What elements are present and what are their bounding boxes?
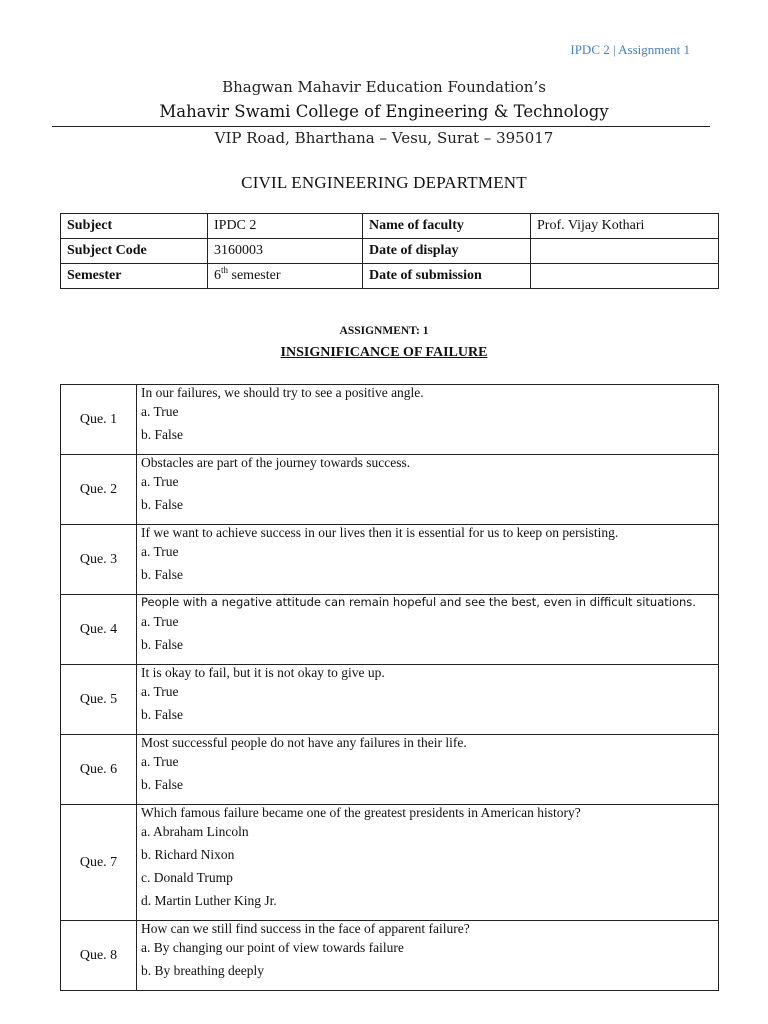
subject-code-value: 3160003	[208, 239, 363, 264]
college-name: Mahavir Swami College of Engineering & Technology	[159, 102, 609, 121]
question-content	[137, 385, 719, 455]
assignment-title: INSIGNIFICANCE OF FAILURE	[280, 345, 488, 360]
questions-table	[60, 384, 719, 991]
question-number: Que. 2	[61, 455, 137, 525]
question-content	[137, 455, 719, 525]
date-of-submission-label: Date of submission	[363, 264, 531, 289]
question-text: It is okay to fail, but it is not okay to give up.	[141, 665, 385, 680]
question-row	[61, 805, 719, 921]
header-divider	[52, 126, 710, 127]
question-content	[137, 805, 719, 921]
answer-option: b. False	[141, 427, 183, 442]
question-row	[61, 665, 719, 735]
question-row	[61, 735, 719, 805]
subject-code-label: Subject Code	[61, 239, 208, 264]
question-content	[137, 735, 719, 805]
question-text: Obstacles are part of the journey towards success.	[141, 455, 411, 470]
semester-suffix: th	[221, 265, 229, 275]
question-number: Que. 3	[61, 525, 137, 595]
question-number: Que. 5	[61, 665, 137, 735]
date-of-submission-value	[531, 264, 719, 289]
answer-option: b. False	[141, 777, 183, 792]
subject-label: Subject	[61, 214, 208, 239]
question-number: Que. 8	[61, 921, 137, 991]
subject-value: IPDC 2	[208, 214, 363, 239]
question-content	[137, 921, 719, 991]
question-text: If we want to achieve success in our lives then it is essential for us to keep on persisting.	[141, 525, 619, 540]
question-row	[61, 595, 719, 665]
question-number: Que. 6	[61, 735, 137, 805]
date-of-display-label: Date of display	[363, 239, 531, 264]
answer-option: a. True	[141, 404, 179, 419]
question-row	[61, 525, 719, 595]
question-content	[137, 665, 719, 735]
semester-number: 6	[214, 268, 221, 283]
assignment-label: ASSIGNMENT: 1	[339, 325, 429, 337]
answer-option: a. By changing our point of view towards failure	[141, 940, 404, 955]
answer-option: c. Donald Trump	[141, 870, 233, 885]
semester-word: semester	[228, 268, 281, 283]
answer-option: a. True	[141, 614, 179, 629]
question-row	[61, 921, 719, 991]
answer-option: a. True	[141, 754, 179, 769]
question-text: How can we still find success in the face of apparent failure?	[141, 921, 470, 936]
question-text: People with a negative attitude can remain hopeful and see the best, even in difficult situations.	[141, 595, 696, 609]
foundation-name: Bhagwan Mahavir Education Foundation’s	[222, 78, 546, 96]
running-head: IPDC 2 | Assignment 1	[570, 42, 690, 57]
question-text: Which famous failure became one of the greatest presidents in American history?	[141, 805, 581, 820]
answer-option: b. False	[141, 637, 183, 652]
answer-option: b. False	[141, 567, 183, 582]
answer-option: d. Martin Luther King Jr.	[141, 893, 277, 908]
date-of-display-value	[531, 239, 719, 264]
answer-option: a. True	[141, 544, 179, 559]
faculty-value: Prof. Vijay Kothari	[531, 214, 719, 239]
semester-label: Semester	[61, 264, 208, 289]
question-number: Que. 4	[61, 595, 137, 665]
question-number: Que. 1	[61, 385, 137, 455]
question-content	[137, 595, 719, 665]
info-row	[61, 214, 719, 239]
question-row	[61, 385, 719, 455]
answer-option: a. True	[141, 474, 179, 489]
answer-option: a. True	[141, 684, 179, 699]
question-text: In our failures, we should try to see a positive angle.	[141, 385, 424, 400]
question-row	[61, 455, 719, 525]
answer-option: b. By breathing deeply	[141, 963, 264, 978]
question-number: Que. 7	[61, 805, 137, 921]
answer-option: b. Richard Nixon	[141, 847, 235, 862]
questions-body	[61, 385, 719, 991]
subject-info-table	[60, 213, 719, 289]
question-text: Most successful people do not have any failures in their life.	[141, 735, 467, 750]
info-row	[61, 239, 719, 264]
college-address: VIP Road, Bharthana – Vesu, Surat – 395017	[214, 129, 554, 147]
faculty-label: Name of faculty	[363, 214, 531, 239]
answer-option: b. False	[141, 707, 183, 722]
assignment-title-wrap	[0, 345, 768, 361]
semester-value	[208, 264, 363, 289]
answer-option: a. Abraham Lincoln	[141, 824, 249, 839]
question-content	[137, 525, 719, 595]
answer-option: b. False	[141, 497, 183, 512]
department-title: CIVIL ENGINEERING DEPARTMENT	[241, 173, 527, 192]
info-row	[61, 264, 719, 289]
